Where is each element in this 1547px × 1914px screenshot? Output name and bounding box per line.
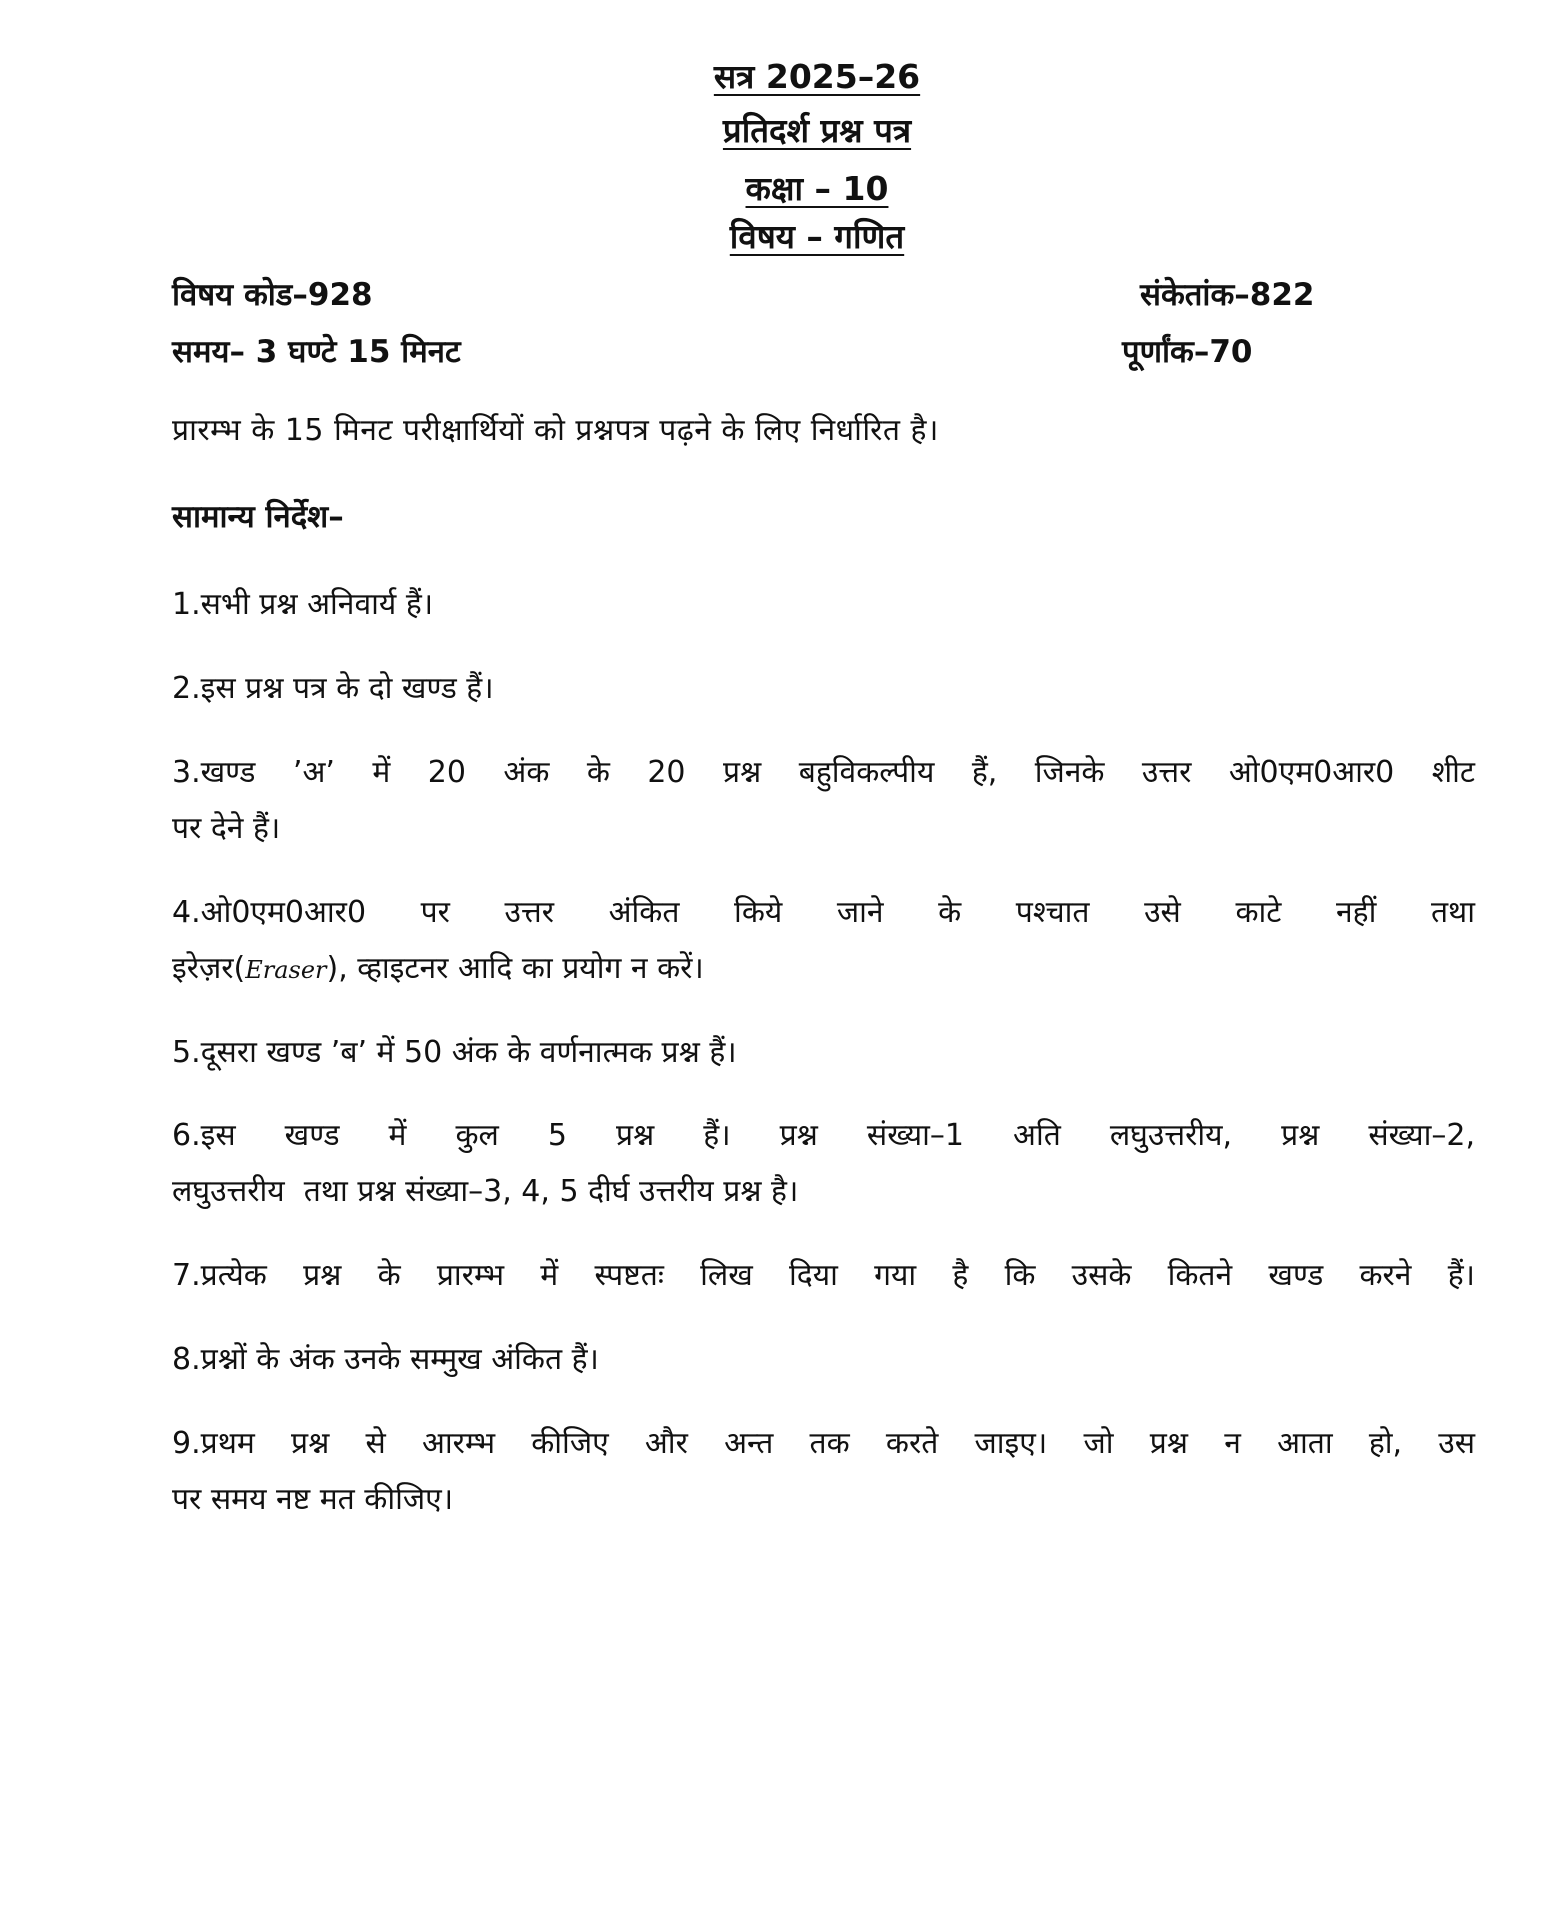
instruction-line: 7.प्रत्येक प्रश्न के प्रारम्भ में स्पष्टतः लिख दिया गया है कि उसके कितने खण्ड करने हैं। [172,1258,1475,1293]
instruction-line: 3.खण्ड ’अ’ में 20 अंक के 20 प्रश्न बहुविकल्पीय हैं, जिनके उत्तर ओ0एम0आर0 शीट [172,755,1475,790]
session-title [0,57,1547,96]
instruction-fragment: इरेज़र( [172,951,246,986]
exam-time: समय– 3 घण्टे 15 मिनट [172,334,461,370]
instruction-item-7 [172,1248,1475,1304]
instruction-line: 6.इस खण्ड में कुल 5 प्रश्न हैं। प्रश्न संख्या–1 अति लघुउत्तरीय, प्रश्न संख्या–2, [172,1118,1475,1153]
instruction-line: 9.प्रथम प्रश्न से आरम्भ कीजिए और अन्त तक करते जाइए। जो प्रश्न न आता हो, उस [172,1426,1475,1461]
session-text: सत्र 2025–26 [713,57,921,96]
instruction-item-2 [172,661,1475,717]
instruction-item-6 [172,1108,1475,1220]
paper-type-text: प्रतिदर्श प्रश्न पत्र [722,111,912,150]
instruction-line [172,941,1475,998]
code-number: संकेतांक–822 [1140,277,1315,313]
instruction-fragment: ), व्हाइटनर आदि का प्रयोग न करें। [326,951,704,986]
instruction-line: 1.सभी प्रश्न अनिवार्य हैं। [172,587,434,622]
general-instructions-heading: सामान्य निर्देश– [172,499,344,535]
title-block [0,52,1547,272]
instruction-item-1 [172,577,1475,633]
instruction-line: पर समय नष्ट मत कीजिए। [172,1482,454,1517]
instruction-item-4 [172,885,1475,998]
instruction-line: 5.दूसरा खण्ड ’ब’ में 50 अंक के वर्णनात्मक प्रश्न हैं। [172,1035,737,1070]
subject-text: विषय – गणित [729,217,905,256]
eraser-term: Eraser [245,956,327,984]
class-title [0,169,1547,208]
subject-code: विषय कोड–928 [172,277,373,313]
instruction-line: 2.इस प्रश्न पत्र के दो खण्ड हैं। [172,671,494,706]
instruction-item-8 [172,1332,1475,1388]
instruction-line: 8.प्रश्नों के अंक उनके सम्मुख अंकित हैं। [172,1342,599,1377]
instruction-line: 4.ओ0एम0आर0 पर उत्तर अंकित किये जाने के पश्चात उसे काटे नहीं तथा [172,895,1475,930]
instruction-item-5 [172,1025,1475,1081]
subject-title [0,217,1547,256]
paper-type-title [0,111,1547,150]
instruction-item-3 [172,745,1475,857]
instruction-item-9 [172,1416,1475,1528]
instruction-line: लघुउत्तरीय तथा प्रश्न संख्या–3, 4, 5 दीर्घ उत्तरीय प्रश्न है। [172,1174,799,1209]
reading-time-note: प्रारम्भ के 15 मिनट परीक्षार्थियों को प्रश्नपत्र पढ़ने के लिए निर्धारित है। [172,413,939,448]
class-text: कक्षा – 10 [745,169,889,208]
max-marks: पूर्णांक–70 [1122,334,1253,370]
instruction-line: पर देने हैं। [172,811,281,846]
